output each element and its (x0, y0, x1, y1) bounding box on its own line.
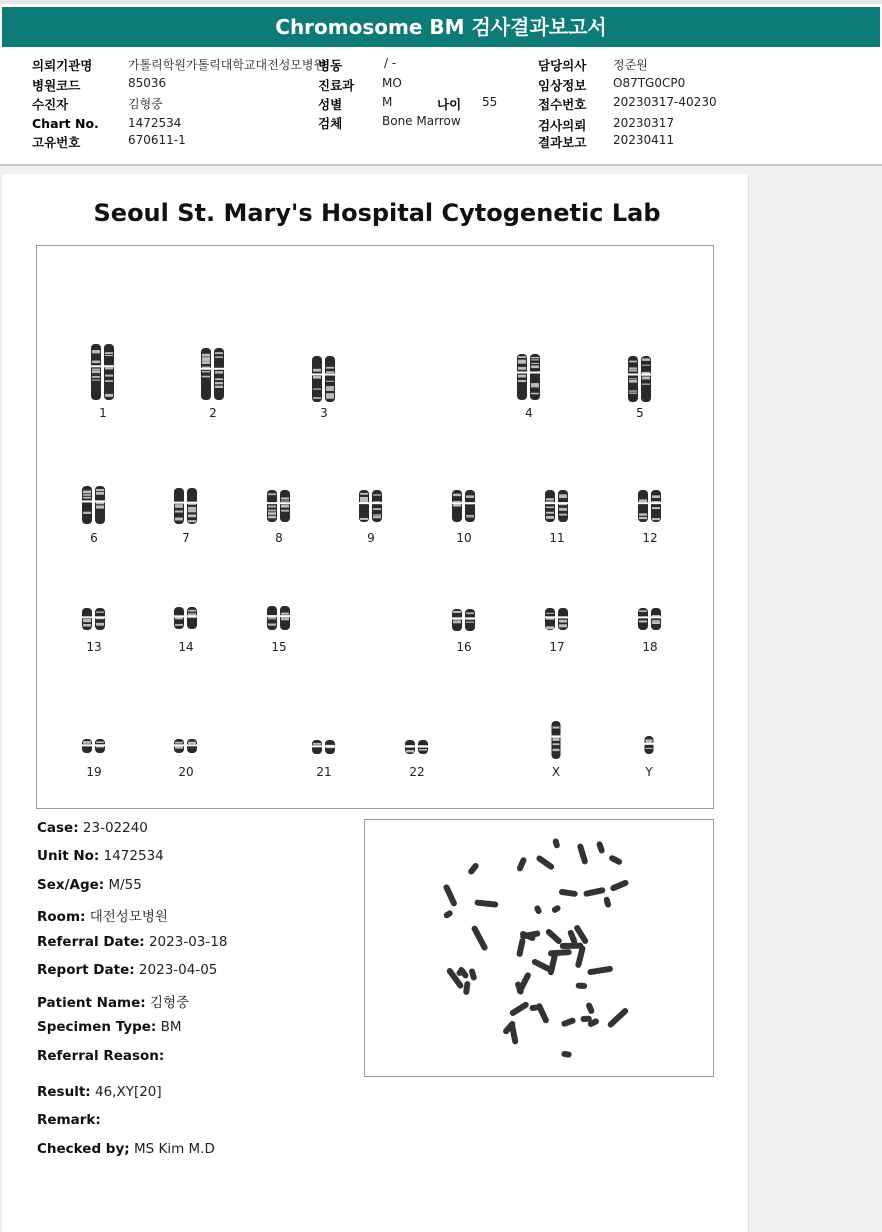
detail-row (37, 1048, 164, 1064)
metaphase-chromosome (545, 928, 563, 945)
chromosome-pair-12 (637, 490, 663, 522)
chromosome-pair-1 (90, 344, 116, 400)
chromosome-label-x: X (551, 765, 561, 779)
metaphase-chromosome (580, 1016, 592, 1023)
info-value-receipt-no: 20230317-40230 (613, 95, 717, 109)
chromosome-label-22: 22 (409, 765, 425, 779)
info-label-receipt-no: 접수번호 (538, 97, 587, 112)
metaphase-chromosome (548, 949, 572, 957)
metaphase-chromosome (561, 1017, 577, 1028)
info-value-clinical: O87TG0CP0 (613, 76, 686, 90)
metaphase-chromosome (559, 889, 578, 898)
detail-row (37, 991, 189, 1011)
detail-value: 대전성모병원 (89, 909, 168, 925)
detail-label: Sex/Age: (37, 877, 105, 893)
metaphase-chromosome (561, 1051, 572, 1058)
info-value-patient: 김형중 (128, 97, 163, 111)
chromosome-label-14: 14 (178, 640, 194, 654)
metaphase-chromosome (443, 909, 454, 919)
chromosome-label-17: 17 (549, 640, 565, 654)
chromosome-label-8: 8 (275, 531, 283, 545)
chromosome-pair-15 (266, 606, 292, 630)
metaphase-chromosome (467, 862, 480, 876)
metaphase-chromosome (442, 883, 457, 907)
metaphase-chromosome (516, 856, 527, 872)
chromosome-pair-20 (173, 739, 199, 753)
report-banner-title: Chromosome BM 검사결과보고서 (2, 7, 880, 47)
detail-row (37, 848, 164, 864)
chromosome-label-10: 10 (456, 531, 472, 545)
detail-label: Referral Date: (37, 934, 145, 950)
detail-value: M/55 (108, 877, 142, 893)
chromosome-pair-4 (516, 354, 542, 400)
chromosome-label-20: 20 (178, 765, 194, 779)
detail-value: 46,XY[20] (94, 1084, 162, 1100)
info-label-ward: 병동 (318, 58, 343, 73)
lab-title: Seoul St. Mary's Hospital Cytogenetic Lab (93, 199, 661, 227)
metaphase-chromosome (463, 981, 471, 996)
info-value-request-date: 20230317 (613, 116, 675, 130)
chromosome-label-19: 19 (86, 765, 102, 779)
info-label-department: 진료과 (318, 78, 355, 93)
chromosome-label-15: 15 (271, 640, 287, 654)
info-label-specimen: 검체 (318, 116, 343, 131)
info-label-sex: 성별 (318, 97, 343, 112)
info-value-ward: / - (384, 56, 397, 70)
chromosome-pair-16 (451, 609, 477, 631)
info-label-result-date: 결과보고 (538, 135, 587, 150)
top-rule (0, 0, 882, 4)
patient-info-section (0, 48, 882, 165)
detail-row (37, 877, 142, 893)
info-label-unique-no: 고유번호 (32, 135, 81, 150)
detail-value: MS Kim M.D (133, 1141, 215, 1157)
chromosome-label-5: 5 (636, 406, 644, 420)
metaphase-chromosome (552, 838, 561, 849)
chromosome-label-18: 18 (642, 640, 658, 654)
chromosome-pair-x (551, 721, 561, 759)
chromosome-pair-22 (404, 740, 430, 754)
detail-label: Referral Reason: (37, 1048, 165, 1064)
chromosome-pair-13 (81, 608, 107, 630)
detail-label: Checked by; (37, 1141, 130, 1157)
info-value-sex: M (382, 95, 393, 109)
info-label-clinical: 임상정보 (538, 78, 587, 93)
detail-value: 1472534 (103, 848, 164, 864)
chromosome-pair-14 (173, 607, 199, 629)
chromosome-pair-21 (311, 740, 337, 754)
detail-value: 23-02240 (82, 820, 148, 836)
metaphase-chromosome (585, 1002, 595, 1015)
metaphase-spread-graphic (365, 820, 713, 1076)
info-value-hospital-code: 85036 (128, 76, 167, 90)
info-value-institution: 가톨릭학원가톨릭대학교대전성모병원 (128, 58, 326, 72)
detail-row (37, 820, 148, 836)
detail-row (37, 905, 168, 925)
detail-value: BM (160, 1019, 182, 1035)
detail-label: Result: (37, 1084, 91, 1100)
info-value-unique-no: 670611-1 (128, 133, 186, 147)
chromosome-label-3: 3 (320, 406, 328, 420)
detail-row (37, 1019, 182, 1035)
chromosome-pair-3 (311, 356, 337, 402)
chromosome-pair-10 (451, 490, 477, 522)
info-value-doctor: 정준원 (613, 58, 648, 72)
detail-row (37, 1112, 101, 1128)
info-value-specimen: Bone Marrow (382, 114, 461, 128)
chromosome-label-1: 1 (99, 406, 107, 420)
info-value-age: 55 (482, 95, 498, 109)
detail-value: 2023-04-05 (138, 962, 218, 978)
info-value-department: MO (382, 76, 402, 90)
metaphase-chromosome (596, 841, 606, 855)
metaphase-chromosome (576, 983, 588, 990)
chromosome-pair-11 (544, 490, 570, 522)
chromosome-pair-8 (266, 490, 292, 522)
metaphase-chromosome (509, 1001, 530, 1017)
karyotype-panel (36, 245, 714, 809)
info-value-chart-no: 1472534 (128, 116, 182, 130)
chromosome-label-21: 21 (316, 765, 332, 779)
chromosome-label-4: 4 (525, 406, 533, 420)
chromosome-pair-17 (544, 608, 570, 630)
detail-value: 김형중 (149, 995, 190, 1011)
chromosome-pair-6 (81, 486, 107, 524)
metaphase-chromosome (535, 854, 555, 871)
chromosome-pair-5 (627, 356, 653, 402)
chromosome-pair-2 (200, 348, 226, 400)
metaphase-chromosome (474, 899, 498, 907)
chromosome-label-11: 11 (549, 531, 565, 545)
metaphase-chromosome (560, 943, 584, 949)
chromosome-pair-y (644, 736, 654, 754)
metaphase-chromosome (609, 879, 629, 892)
info-label-chart-no: Chart No. (32, 116, 99, 131)
metaphase-chromosome (533, 904, 542, 915)
metaphase-chromosome (551, 904, 562, 914)
metaphase-chromosome (471, 925, 489, 952)
metaphase-chromosome (587, 966, 613, 976)
chromosome-label-9: 9 (367, 531, 375, 545)
detail-row (37, 1141, 215, 1157)
cytogenetic-report-page (2, 174, 749, 1232)
chromosome-pair-9 (358, 490, 384, 522)
chromosome-pair-19 (81, 739, 107, 753)
chromosome-pair-18 (637, 608, 663, 630)
info-label-age: 나이 (437, 97, 462, 112)
metaphase-chromosome (603, 896, 612, 908)
detail-label: Report Date: (37, 962, 135, 978)
metaphase-chromosome (606, 1007, 629, 1029)
detail-label: Case: (37, 820, 79, 836)
info-label-hospital-code: 병원코드 (32, 78, 81, 93)
detail-label: Specimen Type: (37, 1019, 157, 1035)
info-label-institution: 의뢰기관명 (32, 58, 93, 73)
detail-label: Remark: (37, 1112, 101, 1128)
metaphase-image (364, 819, 714, 1077)
info-label-patient: 수진자 (32, 97, 69, 112)
detail-label: Room: (37, 909, 86, 925)
detail-row (37, 934, 227, 950)
detail-label: Unit No: (37, 848, 100, 864)
metaphase-chromosome (468, 968, 477, 981)
metaphase-chromosome (535, 1002, 549, 1024)
detail-label: Patient Name: (37, 995, 146, 1011)
metaphase-chromosome (516, 937, 526, 957)
detail-row (37, 962, 217, 978)
metaphase-chromosome (583, 887, 606, 897)
info-value-result-date: 20230411 (613, 133, 675, 147)
metaphase-chromosome (531, 958, 552, 973)
chromosome-label-16: 16 (456, 640, 472, 654)
chromosome-label-6: 6 (90, 531, 98, 545)
detail-row (37, 1084, 162, 1100)
chromosome-label-13: 13 (86, 640, 102, 654)
chromosome-label-y: Y (645, 765, 653, 779)
info-label-request-date: 검사의뢰 (538, 118, 587, 133)
detail-value: 2023-03-18 (148, 934, 228, 950)
chromosome-label-2: 2 (209, 406, 217, 420)
chromosome-label-7: 7 (182, 531, 190, 545)
chromosome-label-12: 12 (642, 531, 658, 545)
metaphase-chromosome (608, 854, 623, 866)
metaphase-chromosome (577, 843, 589, 865)
chromosome-pair-7 (173, 488, 199, 524)
info-label-doctor: 담당의사 (538, 58, 587, 73)
